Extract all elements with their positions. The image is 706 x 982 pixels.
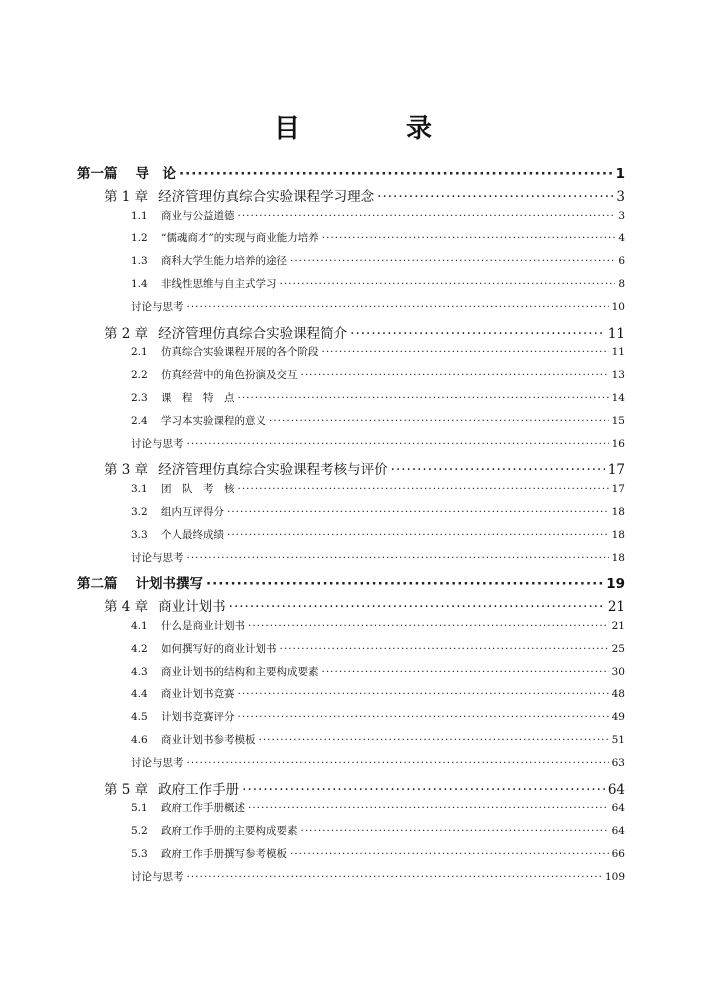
toc-entry-disc[interactable] — [131, 755, 625, 770]
leader-dots — [322, 232, 616, 244]
toc-entry-page-number: 15 — [611, 414, 625, 427]
toc-entry-label: 4.6 — [131, 734, 148, 746]
toc-entry-title: 讨论与思考 — [131, 756, 184, 769]
toc-entry-chapter[interactable] — [104, 458, 625, 478]
toc-entry-page-number: 21 — [611, 620, 625, 632]
toc-entry-title: 讨论与思考 — [131, 300, 184, 313]
leader-dots — [229, 599, 605, 615]
toc-entry-section[interactable] — [131, 413, 625, 428]
leader-dots — [301, 369, 609, 381]
toc-entry-title: 商科大学生能力培养的途径 — [161, 255, 287, 268]
leader-dots — [187, 438, 609, 450]
toc-entry-page-number: 3 — [618, 209, 625, 222]
toc-entry-page-number: 30 — [611, 665, 625, 678]
toc-entry-page-number: 21 — [607, 599, 625, 616]
leader-dots — [187, 871, 602, 883]
toc-entry-page-number: 49 — [611, 711, 625, 724]
toc-entry-page-number: 4 — [618, 232, 625, 245]
toc-entry-section[interactable] — [131, 253, 625, 268]
toc-entry-title: 非线性思维与自主式学习 — [161, 278, 277, 290]
leader-dots — [290, 848, 609, 860]
toc-entry-title: 商业计划书的结构和主要构成要素 — [161, 665, 319, 678]
toc-entry-page-number: 66 — [611, 848, 625, 860]
toc-entry-section[interactable] — [131, 504, 625, 519]
toc-entry-page-number: 18 — [611, 528, 625, 541]
toc-entry-page-number: 1 — [615, 166, 625, 182]
toc-entry-page-number: 64 — [611, 825, 625, 838]
leader-dots — [227, 529, 609, 541]
toc-entry-page-number: 18 — [611, 551, 625, 564]
leader-dots — [227, 506, 609, 518]
leader-dots — [280, 643, 609, 655]
leader-dots — [350, 326, 605, 342]
toc-entry-label: 2.4 — [131, 414, 148, 427]
toc-entry-section[interactable] — [131, 664, 625, 679]
toc-entry-title: 个人最终成绩 — [161, 528, 224, 541]
toc-entry-page-number: 11 — [611, 346, 625, 359]
toc-entry-title: 学习本实验课程的意义 — [161, 414, 266, 427]
toc-entry-label: 第 5 章 — [104, 781, 149, 798]
leader-dots — [391, 462, 605, 478]
toc-entry-page-number: 16 — [611, 437, 625, 450]
toc-entry-title: 组内互评得分 — [161, 506, 224, 518]
toc-entry-title: 什么是商业计划书 — [161, 620, 245, 632]
toc-entry-chapter[interactable] — [104, 185, 625, 205]
toc-entry-section[interactable] — [131, 686, 625, 701]
leader-dots — [290, 255, 615, 267]
toc-entry-title: 如何撰写好的商业计划书 — [161, 642, 277, 655]
toc-entry-title: 政府工作手册 — [158, 781, 240, 798]
leader-dots — [269, 415, 609, 427]
toc-entry-label: 第 1 章 — [104, 188, 149, 205]
leader-dots — [238, 688, 609, 700]
toc-entry-page-number: 19 — [606, 576, 625, 593]
leader-dots — [238, 483, 609, 495]
toc-entry-title: 课 程 特 点 — [161, 392, 235, 404]
toc-entry-title: 讨论与思考 — [131, 870, 184, 883]
toc-entry-section[interactable] — [131, 344, 625, 359]
toc-entry-section[interactable] — [131, 823, 625, 838]
toc-entry-title: 政府工作手册撰写参考模板 — [161, 848, 287, 860]
toc-entry-label: 1.1 — [131, 209, 148, 222]
toc-entry-section[interactable] — [131, 618, 625, 633]
toc-entry-label: 4.3 — [131, 665, 148, 678]
toc-entry-page-number: 8 — [618, 278, 625, 290]
toc-entry-label: 1.4 — [131, 278, 148, 290]
leader-dots — [187, 552, 609, 564]
leader-dots — [248, 802, 609, 814]
toc-entry-title: 仿真综合实验课程开展的各个阶段 — [161, 346, 319, 359]
toc-entry-page-number: 14 — [611, 392, 625, 404]
toc-entry-title: 商业计划书参考模板 — [161, 734, 256, 746]
toc-entry-label: 第二篇 — [77, 576, 118, 593]
toc-entry-section[interactable] — [131, 846, 625, 861]
toc-entry-label: 5.3 — [131, 848, 148, 860]
toc-entry-page-number: 17 — [611, 483, 625, 496]
toc-entry-label: 4.1 — [131, 620, 148, 632]
toc-entry-section[interactable] — [131, 208, 625, 223]
toc-entry-page-number: 18 — [611, 506, 625, 518]
leader-dots — [242, 782, 605, 798]
toc-entry-title: 讨论与思考 — [131, 551, 184, 564]
toc-entry-label: 2.2 — [131, 369, 148, 382]
toc-entry-title: 经济管理仿真综合实验课程学习理念 — [158, 188, 375, 205]
leader-dots — [238, 210, 616, 222]
toc-entry-label: 1.2 — [131, 232, 148, 245]
leader-dots — [322, 346, 609, 358]
leader-dots — [322, 666, 609, 678]
toc-entry-page-number: 48 — [611, 688, 625, 701]
toc-entry-title: 政府工作手册的主要构成要素 — [161, 825, 298, 838]
toc-entry-label: 3.2 — [131, 506, 148, 518]
toc-entry-section[interactable] — [131, 230, 625, 245]
toc-entry-title: “儒魂商才”的实现与商业能力培养 — [161, 232, 319, 245]
toc-entry-label: 第 3 章 — [104, 462, 149, 479]
toc-entry-title: 计划书撰写 — [135, 576, 203, 593]
toc-entry-page-number: 3 — [616, 188, 625, 205]
toc-entry-page-number: 51 — [611, 734, 625, 746]
toc-entry-page-number: 17 — [607, 462, 625, 479]
toc-entry-title: 经济管理仿真综合实验课程简介 — [158, 325, 348, 342]
toc-entry-part[interactable] — [77, 572, 625, 592]
leader-dots — [206, 576, 603, 592]
toc-entry-page-number: 13 — [611, 369, 625, 382]
toc-entry-label: 5.1 — [131, 802, 148, 815]
toc-entry-page-number: 63 — [611, 756, 625, 769]
toc-entry-title: 导 论 — [135, 166, 176, 182]
toc-entry-title: 计划书竞赛评分 — [161, 711, 235, 724]
toc-entry-title: 商业计划书 — [158, 599, 226, 616]
toc-entry-label: 3.1 — [131, 483, 148, 496]
toc-entry-page-number: 10 — [611, 300, 625, 313]
toc-entry-section[interactable] — [131, 527, 625, 542]
toc-entry-label: 第一篇 — [77, 166, 118, 182]
toc-entry-title: 经济管理仿真综合实验课程考核与评价 — [158, 462, 388, 479]
toc-entry-title: 讨论与思考 — [131, 437, 184, 450]
leader-dots — [187, 301, 609, 313]
toc-entry-title: 商业与公益道德 — [161, 209, 235, 222]
toc-entry-label: 2.3 — [131, 392, 148, 404]
toc-entry-label: 第 2 章 — [104, 325, 149, 342]
toc-entry-label: 4.5 — [131, 711, 148, 724]
toc-entry-disc[interactable] — [131, 869, 625, 884]
toc-entry-disc[interactable] — [131, 550, 625, 565]
toc-entry-section[interactable] — [131, 732, 625, 747]
leader-dots — [187, 757, 609, 769]
toc-entry-part[interactable] — [77, 162, 625, 182]
leader-dots — [179, 166, 613, 182]
leader-dots — [301, 825, 609, 837]
toc-entry-title: 仿真经营中的角色扮演及交互 — [161, 369, 298, 382]
toc-entry-chapter[interactable] — [104, 595, 625, 615]
toc-entry-section[interactable] — [131, 276, 625, 291]
toc-entry-label: 1.3 — [131, 255, 148, 268]
leader-dots — [238, 392, 609, 404]
toc-entry-label: 第 4 章 — [104, 599, 149, 616]
toc-entry-chapter[interactable] — [104, 322, 625, 342]
toc-entry-disc[interactable] — [131, 436, 625, 451]
leader-dots — [377, 189, 613, 205]
toc-entry-page-number: 64 — [607, 781, 625, 798]
toc-entry-label: 4.2 — [131, 642, 148, 655]
toc-entry-disc[interactable] — [131, 299, 625, 314]
toc-entry-section[interactable] — [131, 800, 625, 815]
leader-dots — [248, 620, 609, 632]
toc-entry-section[interactable] — [131, 390, 625, 405]
leader-dots — [259, 734, 609, 746]
toc-entry-section[interactable] — [131, 367, 625, 382]
toc-entry-title: 政府工作手册概述 — [161, 802, 245, 815]
toc-entry-label: 5.2 — [131, 825, 148, 838]
leader-dots — [280, 278, 616, 290]
toc-entry-label: 2.1 — [131, 346, 148, 359]
toc-entry-section[interactable] — [131, 481, 625, 496]
toc-entry-page-number: 11 — [607, 325, 625, 342]
toc-entry-page-number: 6 — [618, 255, 625, 268]
toc-entry-title: 商业计划书竞赛 — [161, 688, 235, 701]
toc-entry-chapter[interactable] — [104, 778, 625, 798]
leader-dots — [238, 711, 609, 723]
page-title: 目 录 — [273, 114, 472, 144]
toc-entry-section[interactable] — [131, 709, 625, 724]
toc-entry-page-number: 109 — [604, 870, 625, 883]
toc-entry-label: 4.4 — [131, 688, 148, 701]
toc-entry-label: 3.3 — [131, 528, 148, 541]
toc-entry-title: 团 队 考 核 — [161, 483, 235, 496]
toc-entry-section[interactable] — [131, 641, 625, 656]
toc-entry-page-number: 25 — [611, 642, 625, 655]
toc-entry-page-number: 64 — [611, 802, 625, 815]
